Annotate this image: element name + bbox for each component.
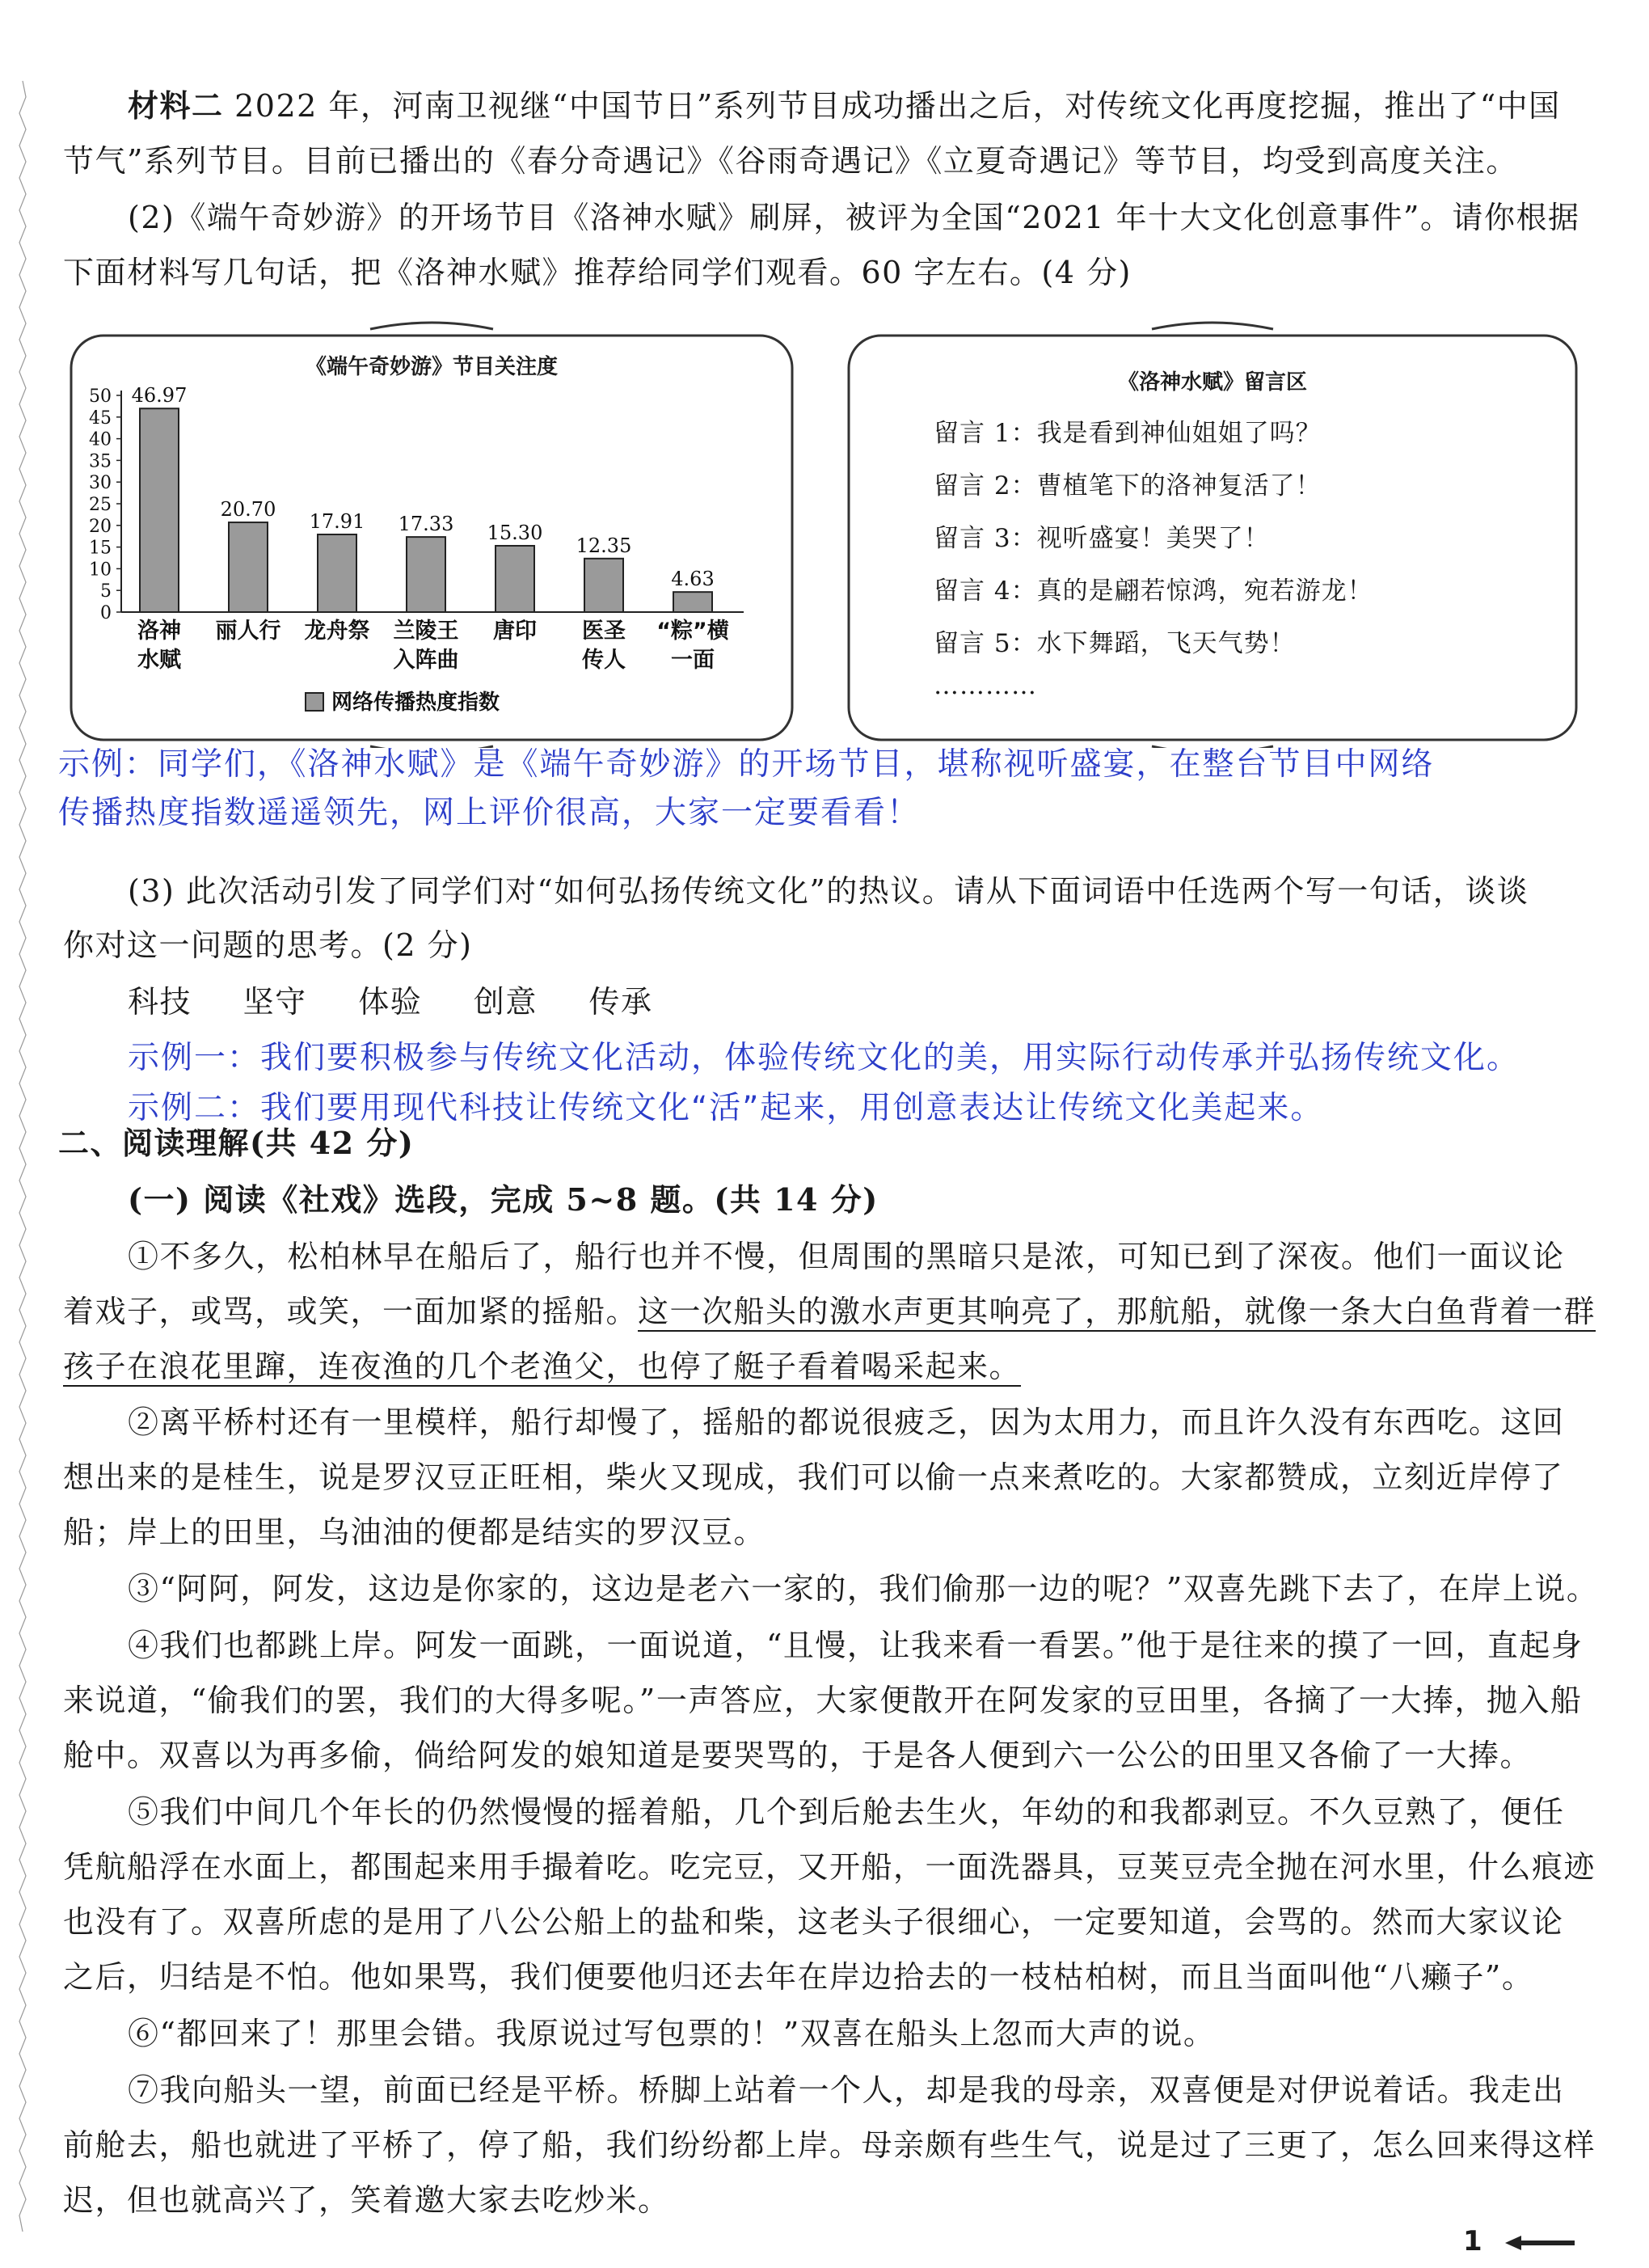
x-tick-label: 一面 [671, 648, 715, 673]
x-tick-label: 洛神 [137, 619, 181, 644]
x-tick-label: 传人 [582, 648, 626, 673]
y-tick-label: 10 [89, 560, 112, 581]
comment-4: 留言 4：真的是翩若惊鸿，宛若游龙！ [934, 577, 1373, 606]
passage-p2-line2: 想出来的是桂生，说是罗汉豆正旺相，柴火又现成，我们可以偷一点来煮吃的。大家都赞成，立刻近岸停了 [63, 1459, 1564, 1495]
comments-ellipsis: ………… [934, 671, 1037, 700]
section2-sub1: (一) 阅读《社戏》选段，完成 5~8 题。(共 14 分) [128, 1181, 879, 1218]
passage-p4-line1: ④我们也都跳上岸。阿发一面跳，一面说道，“且慢，让我来看一看罢。”他于是往来的摸了一回，直起身 [128, 1628, 1584, 1663]
page-number-text: 1 [1463, 2225, 1482, 2257]
comments-panel [841, 319, 1584, 748]
comment-2: 留言 2：曹植笔下的洛神复活了！ [934, 471, 1322, 500]
q3-answer1: 示例一：我们要积极参与传统文化活动，体验传统文化的美，用实际行动传承并弘扬传统文化。 [128, 1040, 1520, 1076]
passage-p2-line3: 船；岸上的田里，乌油油的便都是结实的罗汉豆。 [63, 1514, 766, 1550]
passage-p5-line2: 凭航船浮在水面上，都围起来用手撮着吃。吃完豆，又开船，一面洗器具，豆荚豆壳全抛在河水里，什么痕迹 [63, 1849, 1596, 1885]
passage-p7-line1: ⑦我向船头一望，前面已经是平桥。桥脚上站着一个人，却是我的母亲，双喜便是对伊说着话。我走出 [128, 2072, 1565, 2108]
q2-line2: 下面材料写几句话，把《洛神水赋》推荐给同学们观看。60 字左右。(4 分) [63, 255, 1132, 290]
q3-answer2: 示例二：我们要用现代科技让传统文化“活”起来，用创意表达让传统文化美起来。 [128, 1090, 1324, 1126]
passage-p3-line1: ③“阿阿，阿发，这边是你家的，这边是老六一家的，我们偷那一边的呢？”双喜先跳下去了，在岸上说。 [128, 1571, 1599, 1607]
legend-swatch [306, 693, 323, 711]
y-tick-label: 45 [89, 408, 112, 429]
bar [140, 408, 179, 612]
q2-answer-line2: 传播热度指数遥遥领先，网上评价很高，大家一定要看看！ [58, 795, 921, 831]
passage-p5-line4: 之后，归结是不怕。他如果骂，我们便要他归还去年在岸边拾去的一枝枯柏树，而且当面叫他“八癞子”。 [63, 1959, 1534, 1995]
data-label: 4.63 [671, 568, 715, 591]
q3-line1: (3) 此次活动引发了同学们对“如何弘扬传统文化”的热议。请从下面词语中任选两个写一句话，谈谈 [128, 873, 1529, 909]
x-tick-label: 入阵曲 [393, 648, 459, 673]
bar [407, 537, 445, 612]
decorative-border [18, 81, 27, 2232]
passage-p2-line1: ②离平桥村还有一里模样，船行却慢了，摇船的都说很疲乏，因为太用力，而且许久没有东西吃。这回 [128, 1404, 1565, 1440]
chart-panel [63, 319, 800, 748]
x-tick-label: 兰陵王 [393, 619, 459, 644]
x-tick-label: 水赋 [137, 648, 181, 673]
material2-line2: 节气”系列节目。目前已播出的《春分奇遇记》《谷雨奇遇记》《立夏奇遇记》等节目，均受到高度关注。 [63, 143, 1518, 179]
comment-1: 留言 1：我是看到神仙姐姐了吗？ [934, 419, 1322, 448]
word-keji: 科技 [128, 984, 192, 1020]
y-tick-label: 20 [89, 516, 112, 537]
word-tiyan: 体验 [358, 984, 423, 1020]
passage-p5-line1: ⑤我们中间几个年长的仍然慢慢的摇着船，几个到后舱去生火，年幼的和我都剥豆。不久豆熟了，便任 [128, 1794, 1565, 1830]
word-chuangyi: 创意 [473, 984, 538, 1020]
chart-title: 《端午奇妙游》节目关注度 [305, 355, 558, 379]
y-tick-label: 0 [100, 603, 112, 623]
q3-line2: 你对这一问题的思考。(2 分) [63, 927, 473, 963]
passage-p4-line2: 来说道，“偷我们的罢，我们的大得多呢。”一声答应，大家便散开在阿发家的豆田里，各摘了一大捧，抛入船 [63, 1683, 1583, 1718]
material2-text1: 2022 年，河南卫视继“中国节日”系列节目成功播出之后，对传统文化再度挖掘，推出了“中国 [234, 88, 1561, 124]
q2-answer-line1: 示例：同学们，《洛神水赋》是《端午奇妙游》的开场节目，堪称视听盛宴，在整台节目中网络 [58, 746, 1435, 783]
page-number [1463, 2225, 1576, 2257]
x-tick-label: 龙舟祭 [304, 619, 370, 644]
x-tick-label: 唐印 [493, 619, 537, 644]
passage-p1-line2a: 着戏子，或骂，或笑，一面加紧的摇船。 [63, 1294, 639, 1329]
y-tick-label: 5 [100, 581, 112, 602]
y-tick-label: 50 [89, 386, 112, 407]
word-chuancheng: 传承 [588, 984, 653, 1020]
y-tick-label: 30 [89, 473, 112, 494]
data-label: 12.35 [576, 534, 632, 557]
section2-title: 二、阅读理解(共 42 分) [58, 1125, 415, 1161]
data-label: 15.30 [487, 521, 543, 544]
passage-p4-line3: 舱中。双喜以为再多偷，倘给阿发的娘知道是要哭骂的，于是各人便到六一公公的田里又各偷了一大捧。 [63, 1738, 1533, 1773]
passage-p1-line1: ①不多久，松柏林早在船后了，船行也并不慢，但周围的黑暗只是浓，可知已到了深夜。他们一面议论 [128, 1239, 1565, 1274]
passage-p1-line2 [63, 1284, 1599, 1339]
q2-line1: (2)《端午奇妙游》的开场节目《洛神水赋》刷屏，被评为全国“2021 年十大文化创意事件”。请你根据 [128, 200, 1580, 235]
x-tick-label: 医圣 [582, 619, 626, 644]
passage-p7-line3: 迟，但也就高兴了，笑着邀大家去吃炒米。 [63, 2182, 670, 2218]
bar [318, 534, 356, 612]
passage-p5-line3: 也没有了。双喜所虑的是用了八公公船上的盐和柴，这老头子很细心，一定要知道，会骂的。然而大家议论 [63, 1904, 1564, 1940]
bar [229, 522, 268, 612]
data-label: 17.33 [398, 513, 454, 536]
bar [673, 592, 712, 612]
data-label: 46.97 [131, 384, 188, 408]
arrow-left-icon [1504, 2234, 1576, 2252]
data-label: 20.70 [220, 498, 276, 522]
word-jianshou: 坚守 [242, 984, 307, 1020]
x-tick-label: “粽”横 [656, 619, 729, 644]
x-tick-label: 丽人行 [215, 619, 281, 644]
passage-p6-line1: ⑥“都回来了！那里会错。我原说过写包票的！”双喜在船头上忽而大声的说。 [128, 2016, 1216, 2051]
y-tick-label: 15 [89, 538, 112, 559]
bar [496, 546, 534, 612]
material2-line1 [63, 78, 1599, 133]
comment-3: 留言 3：视听盛宴！美哭了！ [934, 524, 1270, 553]
passage-p7-line2: 前舱去，船也就进了平桥了，停了船，我们纷纷都上岸。母亲颇有些生气，说是过了三更了，怎么回来得这样 [63, 2127, 1596, 2163]
material2-label: 材料二 [128, 87, 224, 124]
passage-p1-underlined-a: 这一次船头的激水声更其响亮了，那航船，就像一条大白鱼背着一群 [638, 1294, 1596, 1329]
legend-label: 网络传播热度指数 [331, 691, 500, 715]
y-tick-label: 25 [89, 495, 112, 515]
comments-title: 《洛神水赋》留言区 [1117, 370, 1307, 395]
data-label: 17.91 [309, 510, 365, 534]
comment-5: 留言 5：水下舞蹈，飞天气势！ [934, 629, 1296, 658]
q3-word-list [128, 974, 1649, 1029]
passage-p1-underlined-b: 孩子在浪花里蹿，连夜渔的几个老渔父，也停了艇子看着喝采起来。 [63, 1349, 1022, 1384]
bar [584, 559, 623, 612]
bar-chart [63, 319, 800, 748]
y-tick-label: 35 [89, 451, 112, 472]
y-tick-label: 40 [89, 429, 112, 450]
